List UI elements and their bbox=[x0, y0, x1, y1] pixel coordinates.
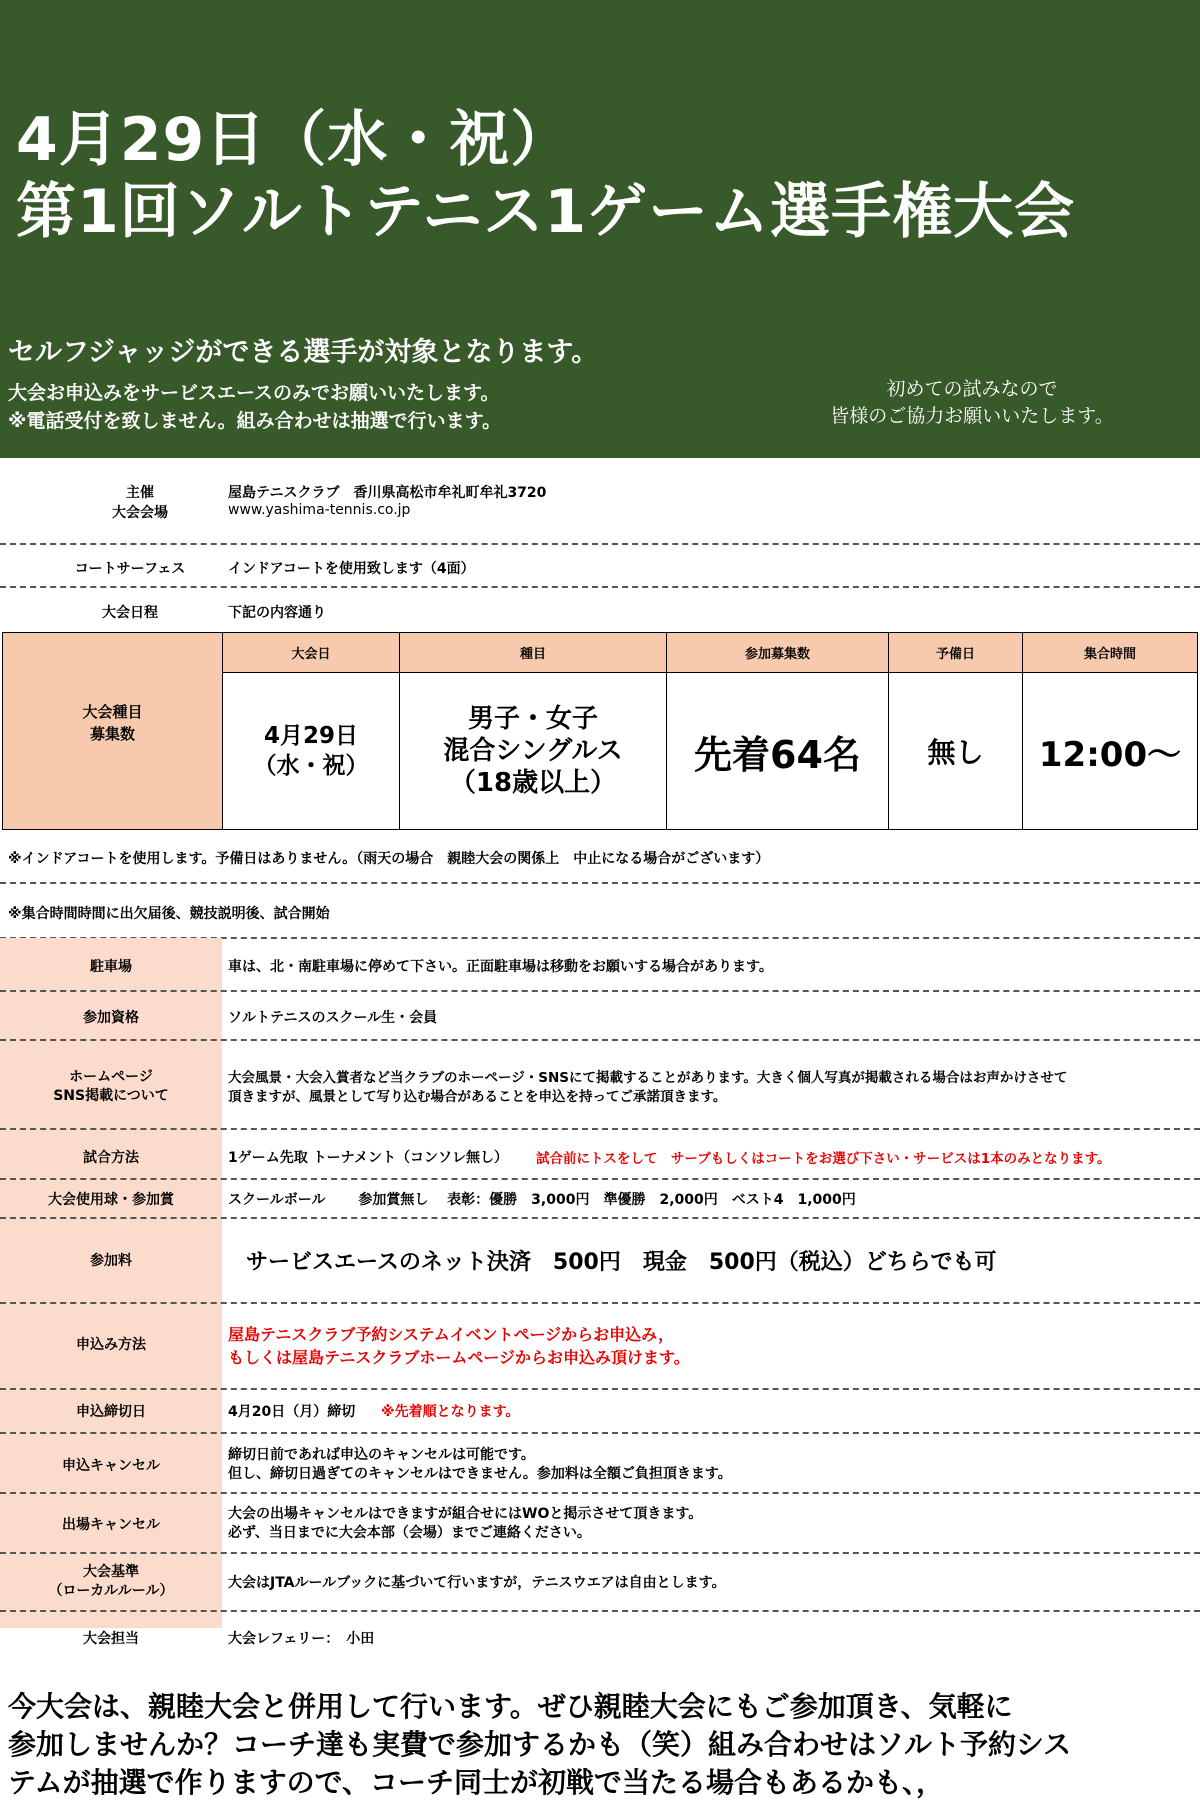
divider bbox=[0, 882, 1200, 884]
event-date-title: 4月29日（水・祝） bbox=[16, 105, 572, 175]
sns-label: SNS掲載について bbox=[53, 1088, 169, 1104]
rules-value: 大会はJTAルールブックに基づいて行いますが，テニスウエアは自由とします。 bbox=[228, 1575, 726, 1591]
title-banner bbox=[0, 0, 1200, 458]
organizer-label: 主催 bbox=[126, 485, 154, 501]
divider bbox=[0, 990, 1200, 992]
divider bbox=[0, 1432, 1200, 1434]
header-gather-time: 集合時間 bbox=[1022, 632, 1198, 673]
footer-line2: 参加しませんか？コーチ達も実費で参加するかも（笑）組み合わせはソルト予約シス bbox=[8, 1728, 1072, 1761]
event-capacity: 先着64名 bbox=[666, 672, 889, 830]
apply-cancel-line2: 但し、締切日過ぎてのキャンセルはできません。参加料は全額ご負担頂きます。 bbox=[228, 1466, 732, 1482]
manager-value: 大会レフェリー： 小田 bbox=[228, 1631, 375, 1647]
fee-label: 参加料 bbox=[90, 1253, 132, 1269]
apply-cancel-label: 申込キャンセル bbox=[62, 1458, 160, 1474]
format-value: 1ゲーム先取 トーナメント（コンソレ無し） bbox=[228, 1150, 509, 1166]
divider bbox=[0, 1217, 1200, 1219]
divider bbox=[0, 1128, 1200, 1130]
deadline-emphasis: ※先着順となります。 bbox=[381, 1404, 520, 1420]
homepage-label: ホームページ bbox=[69, 1069, 153, 1085]
schedule-value: 下記の内容通り bbox=[228, 605, 326, 621]
phone-note: ※電話受付を致しません。組み合わせは抽選で行います。 bbox=[8, 410, 502, 432]
manager-label: 大会担当 bbox=[83, 1631, 139, 1647]
parking-value: 車は、北・南駐車場に停めて下さい。正面駐車場は移動をお願いする場合があります。 bbox=[228, 959, 773, 975]
divider bbox=[0, 586, 1200, 588]
divider bbox=[0, 1039, 1200, 1041]
divider bbox=[0, 543, 1200, 545]
header-date: 大会日 bbox=[222, 632, 400, 673]
apply-cancel-line1: 締切日前であれば申込のキャンセルは可能です。 bbox=[228, 1447, 535, 1463]
event-gather-time: 12:00～ bbox=[1022, 672, 1198, 830]
homepage-value-line1: 大会風景・大会入賞者など当クラブのホーページ・SNSにて掲載することがあります。大きく個人写真が掲載される場合はお声かけさせて bbox=[228, 1070, 1068, 1086]
divider bbox=[0, 1552, 1200, 1554]
format-label: 試合方法 bbox=[83, 1150, 139, 1166]
fee-value: サービスエースのネット決済 500円 現金 500円（税込）どちらでも可 bbox=[246, 1250, 997, 1275]
divider bbox=[0, 1388, 1200, 1390]
deadline-label: 申込締切日 bbox=[76, 1404, 146, 1420]
event-reserve-day: 無し bbox=[888, 672, 1023, 830]
balls-value: スクールボール 参加賞無し 表彰：優勝 3,000円 準優勝 2,000円 ベスト4 1,000円 bbox=[228, 1192, 856, 1208]
apply-method-line1: 屋島テニスクラブ予約システムイベントページからお申込み， bbox=[228, 1325, 675, 1344]
eligibility-label: 参加資格 bbox=[83, 1010, 139, 1026]
event-category: 男子・女子 混合シングルス （18歳以上） bbox=[399, 672, 667, 830]
events-side-label: 大会種目 募集数 bbox=[2, 632, 223, 830]
header-reserve-day: 予備日 bbox=[888, 632, 1023, 673]
format-value-emphasis: 試合前にトスをして サーブもしくはコートをお選び下さい・サービスは1本のみとなります。 bbox=[536, 1151, 1111, 1167]
balls-label: 大会使用球・参加賞 bbox=[48, 1192, 174, 1208]
venue-url[interactable]: www.yashima-tennis.co.jp bbox=[228, 502, 411, 518]
header-capacity: 参加募集数 bbox=[666, 632, 889, 673]
divider bbox=[0, 1302, 1200, 1304]
divider bbox=[0, 1178, 1200, 1180]
footer-line1: 今大会は、親睦大会と併用して行います。ぜひ親睦大会にもご参加頂き、気軽に bbox=[8, 1690, 1013, 1723]
gather-note: ※集合時間時間に出欠届後、競技説明後、試合開始 bbox=[8, 906, 330, 922]
schedule-label: 大会日程 bbox=[102, 605, 158, 621]
eligibility-headline: セルフジャッジができる選手が対象となります。 bbox=[8, 337, 599, 368]
header-category: 種目 bbox=[399, 632, 667, 673]
apply-method-line2: もしくは屋島テニスクラブホームページからお申込み頂けます。 bbox=[228, 1348, 690, 1367]
entry-cancel-line2: 必ず、当日までに大会本部（会場）までご連絡ください。 bbox=[228, 1525, 591, 1541]
divider bbox=[0, 1492, 1200, 1494]
indoor-note: ※インドアコートを使用します。予備日はありません。（雨天の場合 親睦大会の関係上 中止になる場合がございます） bbox=[8, 851, 770, 867]
deadline-value: 4月20日（月）締切 bbox=[228, 1404, 356, 1420]
entry-cancel-line1: 大会の出場キャンセルはできますが組合せにはWOと掲示させて頂きます。 bbox=[228, 1506, 703, 1522]
parking-label: 駐車場 bbox=[90, 959, 132, 975]
footer-line3: テムが抽選で作りますので、コーチ同士が初戦で当たる場合もあるかも、， bbox=[8, 1766, 945, 1799]
event-date: 4月29日 （水・祝） bbox=[222, 672, 400, 830]
local-rules-label: （ローカルルール） bbox=[48, 1583, 174, 1599]
surface-value: インドアコートを使用致します（4面） bbox=[228, 561, 475, 577]
surface-label: コートサーフェス bbox=[74, 561, 186, 577]
cooperation-note: 皆様のご協力お願いいたします。 bbox=[830, 405, 1114, 427]
application-note: 大会お申込みをサービスエースのみでお願いいたします。 bbox=[8, 382, 500, 404]
venue-label: 大会会場 bbox=[112, 505, 168, 521]
eligibility-value: ソルトテニスのスクール生・会員 bbox=[228, 1010, 438, 1026]
entry-cancel-label: 出場キャンセル bbox=[62, 1517, 160, 1533]
homepage-value-line2: 頂きますが、風景として写り込む場合があることを申込を持ってご承諾頂きます。 bbox=[228, 1089, 727, 1105]
divider bbox=[0, 1610, 1200, 1612]
rules-label: 大会基準 bbox=[83, 1564, 139, 1580]
first-attempt-note: 初めての試みなので bbox=[886, 378, 1058, 400]
event-name-title: 第1回ソルトテニス1ゲーム選手権大会 bbox=[16, 177, 1076, 247]
organizer-value: 屋島テニスクラブ 香川県高松市牟礼町牟礼3720 bbox=[228, 485, 547, 501]
apply-method-label: 申込み方法 bbox=[76, 1337, 146, 1353]
